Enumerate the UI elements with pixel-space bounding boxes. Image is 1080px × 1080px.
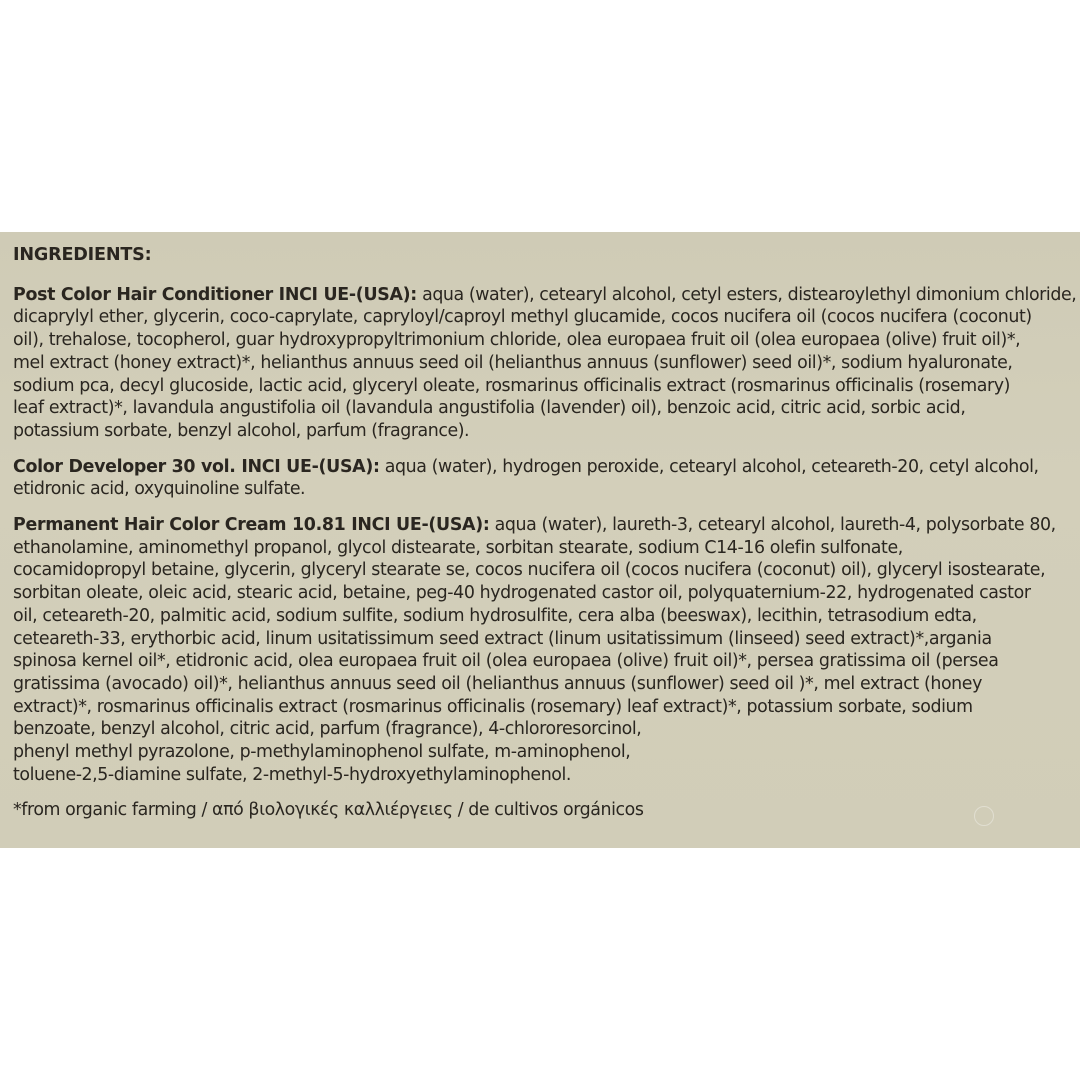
ingredients-heading: INGREDIENTS: (13, 245, 152, 265)
section-line: leaf extract)*, lavandula angustifolia oil (lavandula angustifolia (lavender) oil), benzoic acid, citric acid, sorbic acid, (13, 398, 966, 419)
section-line: toluene-2,5-diamine sulfate, 2-methyl-5-hydroxyethylaminophenol. (13, 764, 571, 785)
section-permanent-color-cream (13, 514, 1080, 786)
section-line-text: aqua (water), laureth-3, cetearyl alcohol, laureth-4, polysorbate 80, (489, 515, 1056, 536)
section-line: benzoate, benzyl alcohol, citric acid, parfum (fragrance), 4-chlororesorcinol, (13, 719, 642, 740)
section-line: oil), trehalose, tocopherol, guar hydroxypropyltrimonium chloride, olea europaea fruit oil (olea europaea (olive) fruit oil)*, (13, 330, 1021, 351)
section-title: Permanent Hair Color Cream 10.81 INCI UE-(USA): (13, 515, 490, 536)
surface-mark (974, 806, 994, 826)
section-line (13, 456, 1080, 479)
section-line: mel extract (honey extract)*, helianthus annuus seed oil (helianthus annuus (sunflower) seed oil)*, sodium hyaluronate, (13, 352, 1013, 373)
section-line: sodium pca, decyl glucoside, lactic acid, glyceryl oleate, rosmarinus officinalis extract (rosmarinus officinalis (rosemary) (13, 375, 1011, 396)
section-line-text: aqua (water), hydrogen peroxide, cetearyl alcohol, ceteareth-20, cetyl alcohol, (379, 456, 1039, 477)
section-title: Post Color Hair Conditioner INCI UE-(USA): (13, 284, 417, 305)
section-line: ethanolamine, aminomethyl propanol, glycol distearate, sorbitan stearate, sodium C14-16 olefin sulfonate, (13, 537, 903, 558)
section-line: sorbitan oleate, oleic acid, stearic acid, betaine, peg-40 hydrogenated castor oil, polyquaternium-22, hydrogenated castor (13, 583, 1031, 604)
section-line: spinosa kernel oil*, etidronic acid, olea europaea fruit oil (olea europaea (olive) fruit oil)*, persea gratissima oil (persea (13, 651, 999, 672)
section-line (13, 514, 1080, 537)
section-line: potassium sorbate, benzyl alcohol, parfum (fragrance). (13, 420, 470, 441)
section-line: phenyl methyl pyrazolone, p-methylaminophenol sulfate, m-aminophenol, (13, 742, 631, 763)
section-line: cocamidopropyl betaine, glycerin, glyceryl stearate se, cocos nucifera oil (cocos nucifera (coconut) oil), glyceryl isostearate, (13, 560, 1046, 581)
section-post-color-conditioner (13, 284, 1080, 443)
ingredients-text-block (13, 244, 1080, 822)
ingredients-label (0, 232, 1080, 848)
section-line: ceteareth-33, erythorbic acid, linum usitatissimum seed extract (linum usitatissimum (linseed) seed extract)*,argania (13, 628, 992, 649)
section-line: gratissima (avocado) oil)*, helianthus annuus seed oil (helianthus annuus (sunflower) seed oil )*, mel extract (honey (13, 673, 982, 694)
section-line: dicaprylyl ether, glycerin, coco-caprylate, capryloyl/caproyl methyl glucamide, cocos nucifera oil (cocos nucifera (coconut) (13, 307, 1032, 328)
section-line: oil, ceteareth-20, palmitic acid, sodium sulfite, sodium hydrosulfite, cera alba (beeswax), lecithin, tetrasodium edta, (13, 605, 977, 626)
section-title: Color Developer 30 vol. INCI UE-(USA): (13, 456, 380, 477)
section-color-developer (13, 456, 1080, 501)
section-line-text: aqua (water), cetearyl alcohol, cetyl esters, distearoylethyl dimonium chloride, (416, 284, 1077, 305)
section-line: extract)*, rosmarinus officinalis extract (rosmarinus officinalis (rosemary) leaf extract)*, potassium sorbate, sodium (13, 696, 973, 717)
section-line: etidronic acid, oxyquinoline sulfate. (13, 479, 306, 500)
section-line (13, 284, 1080, 307)
organic-footnote: *from organic farming / από βιολογικές καλλιέργειες / de cultivos orgánicos (13, 800, 644, 821)
